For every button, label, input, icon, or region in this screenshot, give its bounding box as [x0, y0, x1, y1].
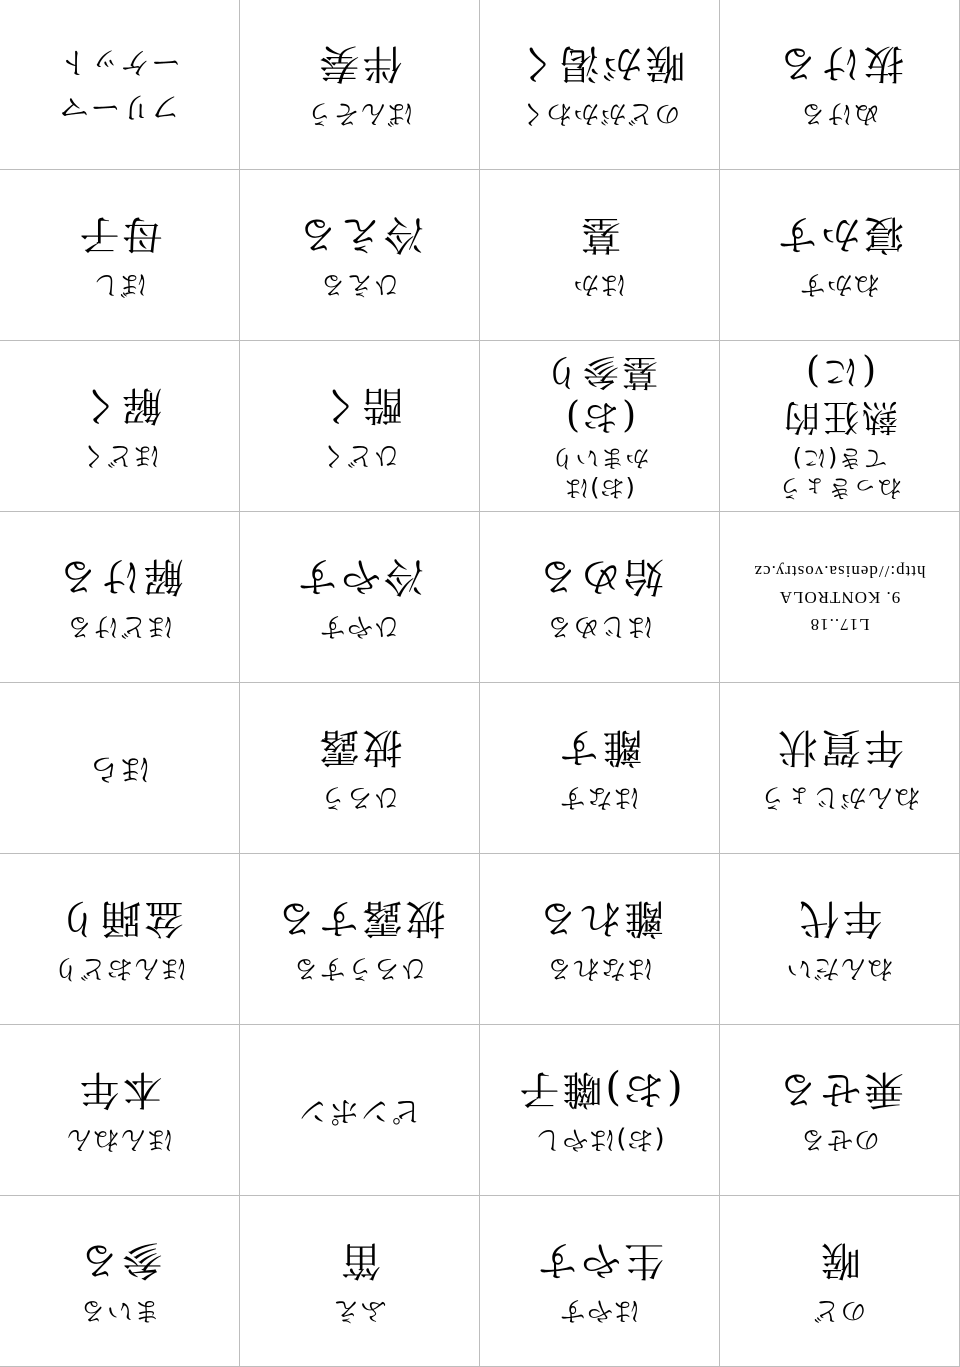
card-reading: ねんだい [785, 952, 894, 983]
card-reading: ひどく [319, 439, 401, 470]
lesson-range: L17..18 [809, 614, 870, 634]
card-reading: ほんおどり [52, 952, 188, 983]
card-kanji: 熱狂的 (に) [781, 351, 899, 437]
card-reading: (お)は かまいり [549, 444, 650, 502]
card-reading: はやす [559, 1294, 641, 1325]
card-reading: ひろう [319, 781, 401, 812]
card-reading: ほんねん [65, 1123, 174, 1154]
card-reading: はなれる [545, 952, 654, 983]
card-reading: のせる [799, 1123, 881, 1154]
card-reading: ふえ [332, 1294, 387, 1325]
card-kanji: 母子 [76, 211, 163, 258]
card-kanji: 解く [76, 382, 163, 429]
card-kanji: 冷やす [295, 553, 424, 600]
card-noseru [719, 1024, 959, 1195]
card-reading: ひろうする [292, 952, 428, 983]
card-hanareru [479, 853, 719, 1024]
card-kanji: 喉 [818, 1237, 861, 1284]
card-info [719, 511, 959, 682]
card-reading: ほどく [79, 439, 161, 470]
card-nodo [719, 1195, 959, 1366]
card-nekasu [719, 169, 959, 340]
card-reading: まいる [79, 1294, 161, 1325]
card-kanji: 酷く [316, 382, 403, 429]
card-kanji: 離れる [535, 895, 664, 942]
card-bansou [239, 0, 479, 169]
card-kanji: 解ける [55, 553, 184, 600]
card-reading: ピンポン [297, 1093, 422, 1128]
card-reading: ねっきょう てき(に) [777, 444, 902, 502]
card-kanji: 披露 [316, 724, 403, 771]
card-reading: ぬける [799, 97, 881, 128]
card-reading: ひえる [319, 268, 401, 299]
card-kanji: 離す [556, 724, 643, 771]
card-reading: のど [812, 1294, 867, 1325]
card-hajimeru [479, 511, 719, 682]
card-furimaketto [0, 0, 239, 169]
card-ohayashi [479, 1024, 719, 1195]
card-hanasu [479, 682, 719, 853]
card-nukeru [719, 0, 959, 169]
card-fue [239, 1195, 479, 1366]
card-reading: ねかす [799, 268, 881, 299]
card-reading: はなす [559, 781, 641, 812]
card-reading: フリーマ ーケット [58, 44, 181, 124]
card-kanji: 参る [76, 1237, 163, 1284]
card-reading: ほどける [65, 610, 174, 641]
card-nodogakawaku [479, 0, 719, 169]
card-nendai [719, 853, 959, 1024]
card-hidoku [239, 340, 479, 511]
card-kanji: 始める [535, 553, 664, 600]
card-reading: (お)はやし [534, 1123, 665, 1154]
card-reading: ほら [88, 751, 151, 786]
card-reading: はか [572, 268, 627, 299]
card-reading: はじめる [545, 610, 654, 641]
card-kanji: 本年 [76, 1066, 163, 1113]
card-kanji: 笛 [338, 1237, 381, 1284]
card-nekkyouteki [719, 340, 959, 511]
card-hora [0, 682, 239, 853]
card-kanji: (お) 墓参り [541, 351, 659, 437]
source-url: http://denisa.vostry.cz [753, 561, 926, 581]
card-nengajou [719, 682, 959, 853]
card-hirousuru [239, 853, 479, 1024]
card-kanji: 寝かす [775, 211, 904, 258]
card-kanji: 墓 [578, 211, 621, 258]
card-kanji: 年賀状 [775, 724, 904, 771]
card-ohakamairi [479, 340, 719, 511]
card-haka [479, 169, 719, 340]
card-kanji: 抜ける [775, 40, 904, 87]
card-honnen [0, 1024, 239, 1195]
card-boshi [0, 169, 239, 340]
section-title: 9. KONTROLA [778, 588, 901, 608]
card-reading: ひやす [319, 610, 401, 641]
card-reading: ねんがじょう [758, 781, 921, 812]
card-pinpon [239, 1024, 479, 1195]
card-kanji: 生やす [535, 1237, 664, 1284]
card-kanji: 伴奏 [316, 40, 403, 87]
card-hieru [239, 169, 479, 340]
card-hirou [239, 682, 479, 853]
card-reading: ばんそう [305, 97, 414, 128]
card-mairu [0, 1195, 239, 1366]
card-kanji: 冷える [295, 211, 424, 258]
card-hayasu [479, 1195, 719, 1366]
card-bonodori [0, 853, 239, 1024]
card-kanji: (お)囃子 [516, 1066, 683, 1113]
card-reading: ぼし [92, 268, 147, 299]
card-kanji: 盆踊り [55, 895, 184, 942]
card-hiyasu [239, 511, 479, 682]
card-kanji: 喉が渇く [513, 40, 686, 87]
card-hodoku [0, 340, 239, 511]
card-hodokeru [0, 511, 239, 682]
card-kanji: 乗せる [775, 1066, 904, 1113]
card-kanji: 年代 [796, 895, 883, 942]
card-reading: のどがかわく [518, 97, 681, 128]
card-kanji: 披露する [273, 895, 446, 942]
